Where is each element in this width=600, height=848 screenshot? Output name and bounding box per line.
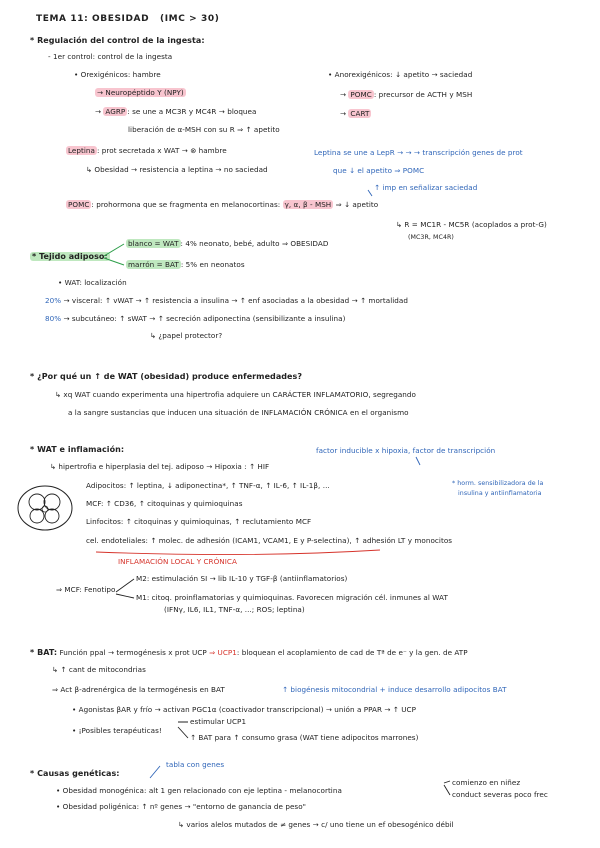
hipertrofia-line: ↳ hipertrofia e hiperplasia del tej. adiposo → Hipoxia : ↑ HIF [50, 462, 270, 471]
page-title: TEMA 11: OBESIDAD [36, 14, 150, 24]
factor-note: factor inducible x hipoxia, factor de transcripción [316, 446, 496, 455]
protector-line: ↳ ¿papel protector? [150, 331, 223, 340]
linfocitos-line: Linfocitos: ↑ citoquinas y quimioquinas, ↑ reclutamiento MCF [86, 517, 312, 526]
tabla-note: tabla con genes [166, 760, 225, 769]
section-adiposo-heading: * Tejido adiposo: [32, 252, 108, 261]
beta-line: ⇒ Act β-adrenérgica de la termogénesis en BAT [52, 685, 225, 694]
cart-line: → CART [340, 109, 370, 118]
agrp-line-2: liberación de α-MSH con su R ⇒ ↑ apetito [128, 125, 280, 134]
bat-para-line: ↑ BAT para ↑ consumo grasa (WAT tiene adipocitos marrones) [190, 733, 419, 742]
mc-receptors-line: ↳ R = MC1R - MC5R (acoplados a prot-G) [396, 220, 547, 229]
leptina-note-2: que ↓ el apetito ⇒ POMC [333, 166, 425, 175]
wat-line: blanco = WAT : 4% neonato, bebé, adulto ⇒ OBESIDAD [128, 239, 329, 248]
star-note-2: insulina y antiinflamatoria [458, 490, 542, 497]
imp-saciedad-note: ↑ imp en señalizar saciedad [374, 183, 478, 192]
bat-line-main: * BAT: Función ppal → termogénesis x prot UCP ⇒ UCP1: bloquean el acoplamiento de cad de Tª de e⁻ y la gen. de ATP [30, 648, 468, 657]
posibles-line: • ¡Posibles terapéuticas! [72, 726, 162, 735]
pomc-line: → POMC : precursor de ACTH y MSH [340, 90, 473, 99]
comienzo-line-2: conduct severas poco frec [452, 790, 548, 799]
m1-line: M1: citoq. proinflamatorias y quimioquinas. Favorecen migración cél. inmunes al WAT [136, 593, 448, 602]
visceral-line: 20% → visceral: ↑ vWAT → ↑ resistencia a insulina → ↑ enf asociadas a la obesidad → ↑ mortalidad [45, 296, 408, 305]
section-pregunta-heading: * ¿Por qué un ↑ de WAT (obesidad) produce enfermedades? [30, 372, 303, 381]
m1-sub-line: (IFNγ, IL6, IL1, TNF-α, ...; ROS; leptina) [164, 605, 305, 614]
subcutaneo-line: 80% → subcutáneo: ↑ sWAT → ↑ secreción adiponectina (sensibilizante a insulina) [45, 314, 346, 323]
mc-receptors-sub: (MC3R, MC4R) [408, 234, 454, 241]
inflamacion-local-cronica: INFLAMACIÓN LOCAL Y CRÓNICA [118, 557, 237, 566]
star-note-1: * horm. sensibilizadora de la [452, 480, 544, 487]
biogenesis-note: ↑ biogénesis mitocondrial + induce desarrollo adipocitos BAT [282, 685, 507, 694]
adipocitos-line: Adipocitos: ↑ leptina, ↓ adiponectina*, ↑ TNF-α, ↑ IL-6, ↑ IL-1β, ... [86, 481, 330, 490]
orexigenicos-line: • Orexigénicos: hambre [74, 70, 161, 79]
leptina-line: Leptina : prot secretada x WAT → ⊗ hambre [68, 146, 227, 155]
section-ingesta-heading: * Regulación del control de la ingesta: [30, 36, 205, 45]
poligenica-line: • Obesidad poligénica: ↑ nº genes → "entorno de ganancia de peso" [56, 802, 307, 811]
agonistas-line: • Agonistas βAR y frío → activan PGC1α (coactivador transcripcional) → unión a PPAR → ↑ UCP [72, 705, 416, 714]
adipose-tissue-sketch [16, 484, 74, 532]
agrp-line: → AGRP : se une a MC3R y MC4R → bloquea [95, 107, 257, 116]
anorexigenicos-line: • Anorexigénicos: ↓ apetito → saciedad [328, 70, 473, 79]
estimular-line: estimular UCP1 [190, 717, 247, 726]
leptina-note-1: Leptina se une a LepR → → → transcripción genes de prot [314, 148, 523, 157]
pregunta-answer-1: ↳ xq WAT cuando experimenta una hipertrofia adquiere un CARÁCTER INFLAMATORIO, segregando [55, 390, 416, 399]
fenotipo-line: ⇒ MCF: Fenotipo [56, 585, 116, 594]
m2-line: M2: estimulación SI → lib IL-10 y TGF-β (antiinflamatorios) [136, 574, 348, 583]
comienzo-line-1: comienzo en niñez [452, 778, 521, 787]
section-geneticas-heading: * Causas genéticas: [30, 769, 120, 778]
alelos-line: ↳ varios alelos mutados de ≠ genes → c/ uno tiene un ef obesogénico débil [178, 820, 454, 829]
monogenica-line: • Obesidad monogénica: alt 1 gen relacionado con eje leptina - melanocortina [56, 786, 342, 795]
bat-line: marrón = BAT : 5% en neonatos [128, 260, 245, 269]
mcf-line: MCF: ↑ CD36, ↑ citoquinas y quimioquinas [86, 499, 243, 508]
imc-note: (IMC > 30) [160, 14, 220, 24]
mitocondrias-line: ↳ ↑ cant de mitocondrias [52, 665, 146, 674]
endoteliales-line: cel. endoteliales: ↑ molec. de adhesión (ICAM1, VCAM1, E y P-selectina), ↑ adhesión LT y monocitos [86, 536, 453, 545]
obesidad-resistencia-line: ↳ Obesidad → resistencia a leptina → no saciedad [86, 165, 268, 174]
wat-localizacion: • WAT: localización [58, 278, 127, 287]
section-inflamacion-heading: * WAT e inflamación: [30, 445, 125, 454]
control-line: - 1er control: control de la ingesta [48, 52, 173, 61]
pregunta-answer-2: a la sangre sustancias que inducen una situación de INFLAMACIÓN CRÓNICA en el organismo [68, 408, 409, 417]
npy-line: → Neuropéptido Y (NPY) [97, 88, 184, 97]
pomc-prohormona-line: POMC : prohormona que se fragmenta en melanocortinas: γ, α, β - MSH ⇒ ↓ apetito [68, 200, 379, 209]
